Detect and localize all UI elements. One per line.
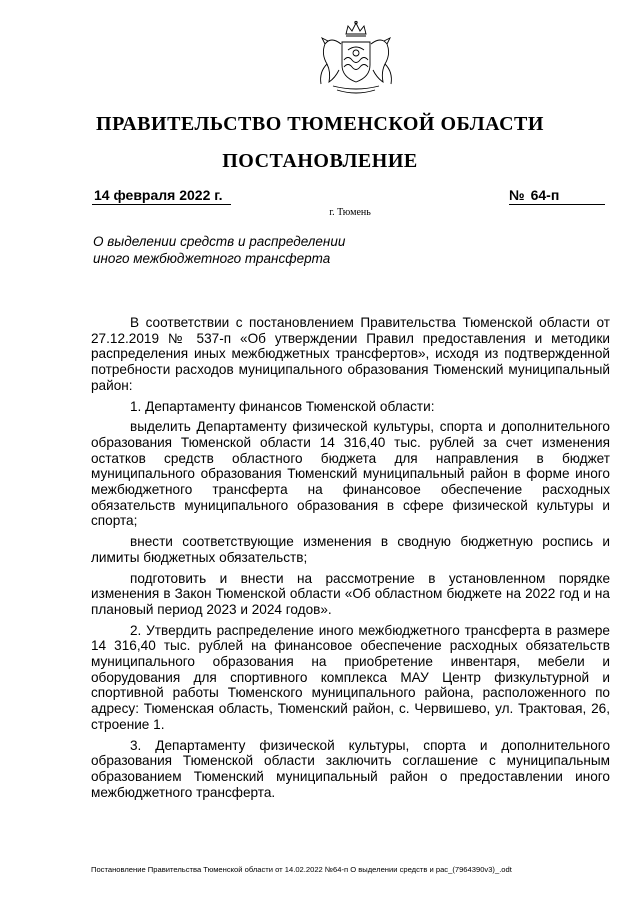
body-paragraph: 3. Департаменту физической культуры, спорта и дополнительного образования Тюменской области заключить соглашение с муниципальным образованием Тюменский муниципальный район о предоставлении иного межбюджетного трансферта. (91, 737, 610, 800)
decree-number (509, 187, 605, 205)
number-value: 64-п (530, 187, 560, 203)
document-footer: Постановление Правительства Тюменской области от 14.02.2022 №64-п О выделении средств и рас_(7964390v3)_.odt (91, 865, 512, 874)
body-paragraph: выделить Департаменту физической культуры, спорта и дополнительного образования Тюменской области 14 316,40 тыс. рублей за счет изменения остатков средств областного бюджета для направления в бюджет муниципального образования Тюменский муниципальный район в форме иного межбюджетного трансферта на финансовое обеспечение расходных обязательств муниципального образования в сфере физической культуры и спорта; (91, 419, 610, 529)
document-type: ПОСТАНОВЛЕНИЕ (222, 150, 418, 172)
subject-line: О выделении средств и распределении (93, 234, 346, 249)
city: г. Тюмень (329, 207, 371, 218)
subject-line: иного межбюджетного трансферта (93, 251, 331, 266)
decree-subject (93, 233, 383, 267)
coat-of-arms-icon (313, 20, 399, 108)
decree-body (91, 315, 610, 805)
number-prefix: № (509, 187, 525, 203)
body-paragraph: 1. Департаменту финансов Тюменской области: (130, 398, 435, 414)
body-paragraph: подготовить и внести на рассмотрение в установленном порядке изменения в Закон Тюменской области «Об областном бюджете на 2022 год и на плановый период 2023 и 2024 годов». (91, 570, 610, 617)
decree-date: 14 февраля 2022 г. (92, 187, 231, 205)
government-name: ПРАВИТЕЛЬСТВО ТЮМЕНСКОЙ ОБЛАСТИ (96, 113, 544, 135)
body-paragraph: внести соответствующие изменения в сводную бюджетную роспись и лимиты бюджетных обязательств; (91, 534, 610, 565)
body-paragraph: 2. Утвердить распределение иного межбюджетного трансферта в размере 14 316,40 тыс. рублей на финансовое обеспечение расходных обязательств муниципального образования на приобретение инвентаря, мебели и оборудования для спортивного комплекса МАУ Центр физкультурной и спортивной работы Тюменского муниципального района, расположенного по адресу: Тюменская область, Тюменский район, с. Червишево, ул. Трактовая, 26, строение 1. (91, 622, 610, 732)
body-paragraph: В соответствии с постановлением Правительства Тюменской области от 27.12.2019 № 537-п «Об утверждении Правил предоставления и методики распределения иных межбюджетных трансфертов», исходя из подтвержденной потребности расходов муниципального образования Тюменский муниципальный район: (91, 315, 610, 393)
